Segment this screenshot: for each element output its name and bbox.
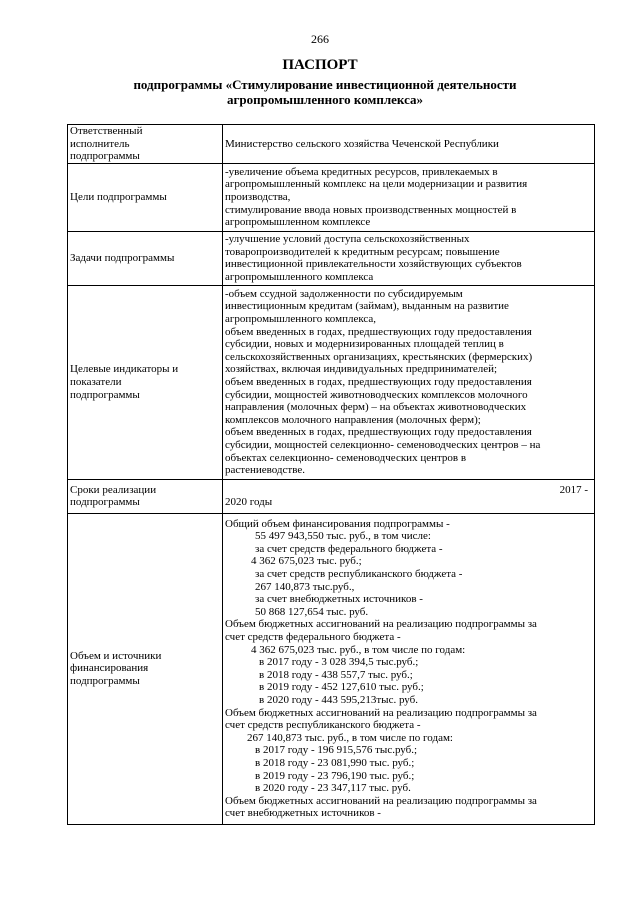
table-row: [68, 513, 595, 824]
content-line: счет внебюджетных источников -: [225, 807, 381, 820]
content-line: за счет средств республиканского бюджета -: [255, 568, 463, 581]
label-line: исполнитель: [70, 137, 130, 150]
row-label: [68, 125, 223, 164]
content-line: агропромышленного комплекса: [225, 270, 374, 283]
content-line: агропромышленный комплекс на цели модернизации и развития: [225, 178, 528, 191]
content-line: -объем ссудной задолженности по субсидируемым: [225, 287, 463, 300]
content-line: агропромышленном комплексе: [225, 216, 371, 229]
content-line: в 2018 году - 438 557,7 тыс. руб.;: [259, 668, 413, 681]
content-line: в 2020 году - 443 595,213тыс. руб.: [259, 693, 419, 706]
row-label: [68, 285, 223, 479]
content-line: агропромышленного комплекса,: [225, 313, 377, 326]
content-line: 50 868 127,654 тыс. руб.: [255, 605, 369, 618]
content-line: за счет внебюджетных источников -: [255, 593, 423, 606]
row-content: [223, 125, 595, 164]
content-line: производства,: [225, 190, 291, 203]
content-line: субсидии, мощностей селекционно- семеноводческих центров – на: [225, 438, 541, 451]
content-line: Министерство сельского хозяйства Чеченской Республики: [225, 137, 499, 150]
content-line: направления (молочных ферм) – на объектах животноводческих: [225, 401, 527, 414]
row-content: [223, 231, 595, 285]
content-line: инвестиционным кредитам (займам), выданным на развитие: [225, 300, 509, 313]
content-line: в 2019 году - 23 796,190 тыс. руб.;: [255, 769, 415, 782]
label-line: показатели: [70, 375, 122, 388]
subtitle-line: подпрограммы «Стимулирование инвестиционной деятельности: [133, 77, 517, 92]
label-line: Цели подпрограммы: [70, 190, 167, 203]
content-line: 2017 -: [559, 483, 588, 496]
label-line: подпрограммы: [70, 496, 140, 509]
content-line: в 2017 году - 3 028 394,5 тыс.руб.;: [259, 656, 419, 669]
content-line: объем введенных в годах, предшествующих году предоставления: [225, 426, 532, 439]
label-line: Сроки реализации: [70, 483, 157, 496]
table-row: [68, 479, 595, 513]
content-line: за счет средств федерального бюджета -: [255, 542, 443, 555]
row-label: [68, 479, 223, 513]
content-line: товаропроизводителей к кредитным ресурсам; повышение: [225, 245, 500, 258]
content-line: 55 497 943,550 тыс. руб., в том числе:: [255, 530, 431, 543]
label-line: Задачи подпрограммы: [70, 251, 175, 264]
row-label: [68, 513, 223, 824]
document-title: ПАСПОРТ: [282, 57, 358, 73]
table-row: [68, 163, 595, 231]
table-row: [68, 125, 595, 164]
row-label: [68, 231, 223, 285]
content-line: в 2018 году - 23 081,990 тыс. руб.;: [255, 756, 415, 769]
content-line: инвестиционной привлекательности хозяйствующих субъектов: [225, 258, 522, 271]
content-line: Объем бюджетных ассигнований на реализацию подпрограммы за: [225, 618, 537, 631]
content-line: комплексов молочного направления (молочных ферм);: [225, 413, 481, 426]
subtitle-line: агропромышленного комплекса»: [226, 92, 424, 107]
row-content: [223, 513, 595, 824]
content-line: 2020 годы: [225, 496, 273, 509]
row-label: [68, 163, 223, 231]
row-content: [223, 163, 595, 231]
content-line: в 2017 году - 196 915,576 тыс.руб.;: [255, 744, 418, 757]
content-line: объем введенных в годах, предшествующих году предоставления: [225, 375, 532, 388]
content-line: -улучшение условий доступа сельскохозяйственных: [225, 233, 470, 246]
content-line: в 2019 году - 452 127,610 тыс. руб.;: [259, 681, 424, 694]
label-line: подпрограммы: [70, 150, 140, 163]
content-line: сельскохозяйственных организациях, крестьянских (фермерских): [225, 350, 533, 363]
table-row: [68, 231, 595, 285]
content-line: субсидии, новых и модернизированных площадей теплиц в: [225, 338, 504, 351]
content-line: субсидии, мощностей животноводческих комплексов молочного: [225, 388, 528, 401]
table-row: [68, 285, 595, 479]
content-line: в 2020 году - 23 347,117 тыс. руб.: [255, 782, 411, 795]
content-line: 267 140,873 тыс. руб., в том числе по годам:: [247, 731, 453, 744]
content-line: -увеличение объема кредитных ресурсов, привлекаемых в: [225, 165, 498, 178]
content-line: Объем бюджетных ассигнований на реализацию подпрограммы за: [225, 794, 537, 807]
content-line: хозяйствах, включая индивидуальных предпринимателей;: [225, 363, 498, 376]
document-subtitle: [100, 77, 550, 107]
row-content: [223, 479, 595, 513]
content-line: растениеводстве.: [225, 464, 305, 477]
label-line: Ответственный: [70, 125, 143, 137]
content-line: счет средств федерального бюджета -: [225, 631, 401, 643]
label-line: подпрограммы: [70, 675, 140, 688]
content-line: счет средств республиканского бюджета -: [225, 719, 421, 732]
content-line: 267 140,873 тыс.руб.,: [255, 580, 355, 593]
content-line: стимулирование ввода новых производственных мощностей в: [225, 203, 517, 216]
label-line: финансирования: [70, 662, 149, 675]
content-line: объектах селекционно- семеноводческих центров в: [225, 451, 467, 464]
label-line: подпрограммы: [70, 388, 140, 401]
content-line: объем введенных в годах, предшествующих году предоставления: [225, 325, 532, 338]
page-number: 266: [311, 32, 329, 46]
row-content: [223, 285, 595, 479]
passport-table: [67, 124, 595, 825]
content-line: 4 362 675,023 тыс. руб.;: [251, 555, 362, 568]
label-line: Целевые индикаторы и: [70, 363, 179, 376]
content-line: Объем бюджетных ассигнований на реализацию подпрограммы за: [225, 706, 537, 719]
content-line: 4 362 675,023 тыс. руб., в том числе по годам:: [251, 643, 466, 656]
content-line: Общий объем финансирования подпрограммы -: [225, 517, 450, 530]
label-line: Объем и источники: [70, 649, 162, 662]
